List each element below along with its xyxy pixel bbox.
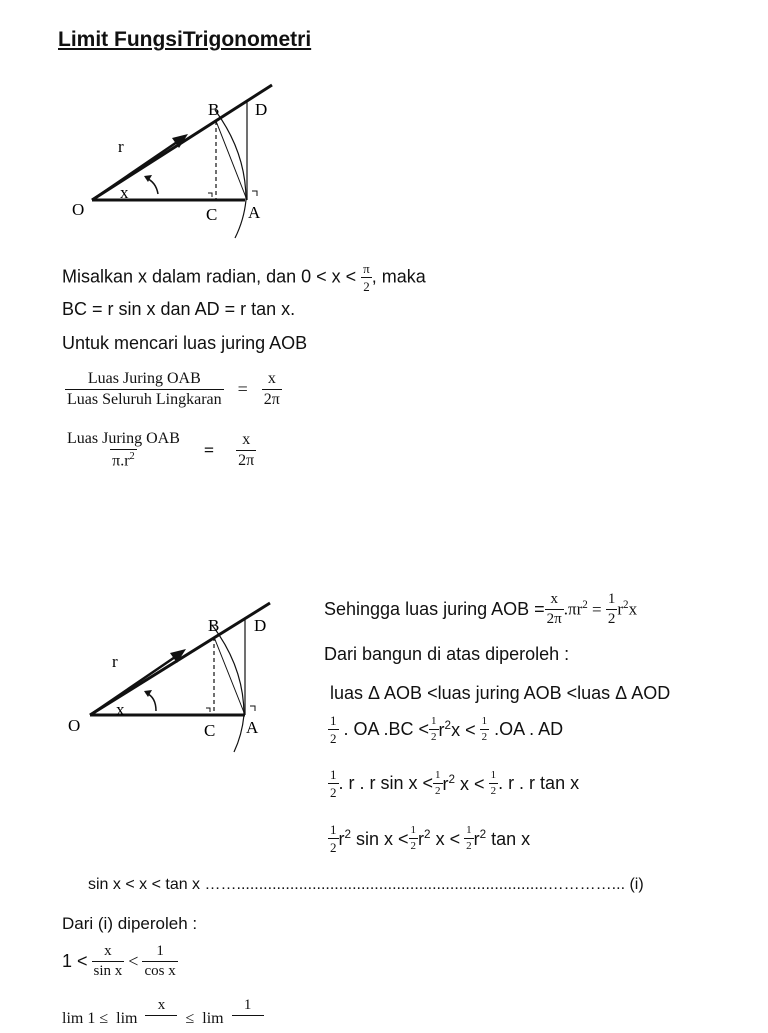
unit-circle-diagram-1	[60, 80, 290, 245]
label-b: B	[208, 100, 220, 119]
intro-line-3: Untuk mencari luas juring AOB	[62, 333, 308, 353]
label-a: A	[248, 203, 261, 222]
intro-line-1: Misalkan x dalam radian, dan 0 < x < $\frac{\pi}{2}$ , maka	[62, 261, 426, 294]
label-r: r	[118, 137, 124, 156]
inequality-4: 1 < $\frac{x}{\text{sin x}}$ < $\frac{1}{\text{cos x}}$	[62, 943, 176, 979]
label-a: A	[246, 718, 259, 737]
label-c: C	[206, 205, 218, 224]
label-b: B	[208, 616, 220, 635]
intro-line-2: BC = r sin x dan AD = r tan x.	[62, 299, 296, 319]
dari-i-line: Dari (i) diperoleh :	[62, 914, 198, 933]
label-c: C	[204, 721, 216, 740]
right-angle-a	[252, 191, 257, 196]
equation-2: $\frac{\text{Luas Juring OAB}}{\pi.r^2}$ = $\frac{x}{2\pi}$	[67, 430, 255, 470]
right-angle-c	[208, 193, 212, 197]
dari-bangun-line: Dari bangun di atas diperoleh :	[324, 644, 570, 664]
sehingga-line: Sehingga luas juring AOB = $\frac{x}{2\pi}$ $.\pi r^2$ = $\frac{1}{2}$ $r^2x$	[324, 591, 638, 627]
inequality-2: $\frac{1}{2}$ . r . r sin x < $\frac{1}{2}$ $r^2$ x < $\frac{1}{2}$ . r . r tan x	[330, 767, 580, 800]
right-angle-a	[250, 706, 255, 711]
label-d: D	[255, 100, 268, 119]
radius-arrow-line	[92, 140, 180, 200]
inequality-3: $\frac{1}{2}$ $r^2$ sin x < $\frac{1}{2}$ $r^2$ x < $\frac{1}{2}$ $r^2$ tan x	[330, 822, 531, 855]
right-angle-c	[206, 708, 210, 712]
unit-circle-diagram-2	[60, 597, 290, 757]
label-o: O	[68, 716, 81, 735]
luas-comparison-line: luas Δ AOB <luas juring AOB <luas Δ AOD	[330, 683, 671, 703]
result-line: sin x < x < tan x ……......................................................................…………... (i)	[88, 876, 644, 893]
label-r: r	[112, 652, 118, 671]
equation-1: $\frac{\text{Luas Juring OAB}}{\text{Luas Seluruh Lingkaran}}$ = $\frac{x}{2\pi}$	[67, 370, 280, 408]
pi-over-2-fraction: $\frac{\pi}{2}$	[363, 261, 370, 294]
page-title: Limit FungsiTrigonometri	[58, 28, 312, 51]
inequality-1: $\frac{1}{2}$ . OA .BC < $\frac{1}{2}$ $r^2x$ < $\frac{1}{2}$ .OA . AD	[330, 713, 564, 746]
chord-ab	[216, 121, 247, 200]
label-o: O	[72, 200, 85, 219]
label-x: x	[116, 700, 125, 719]
label-d: D	[254, 616, 267, 635]
label-x: x	[120, 183, 129, 202]
radius-arrow-line	[90, 655, 178, 715]
limit-line: lim 1 ≤ lim x ≤ lim 1	[62, 998, 264, 1033]
chord-ab	[214, 637, 245, 715]
